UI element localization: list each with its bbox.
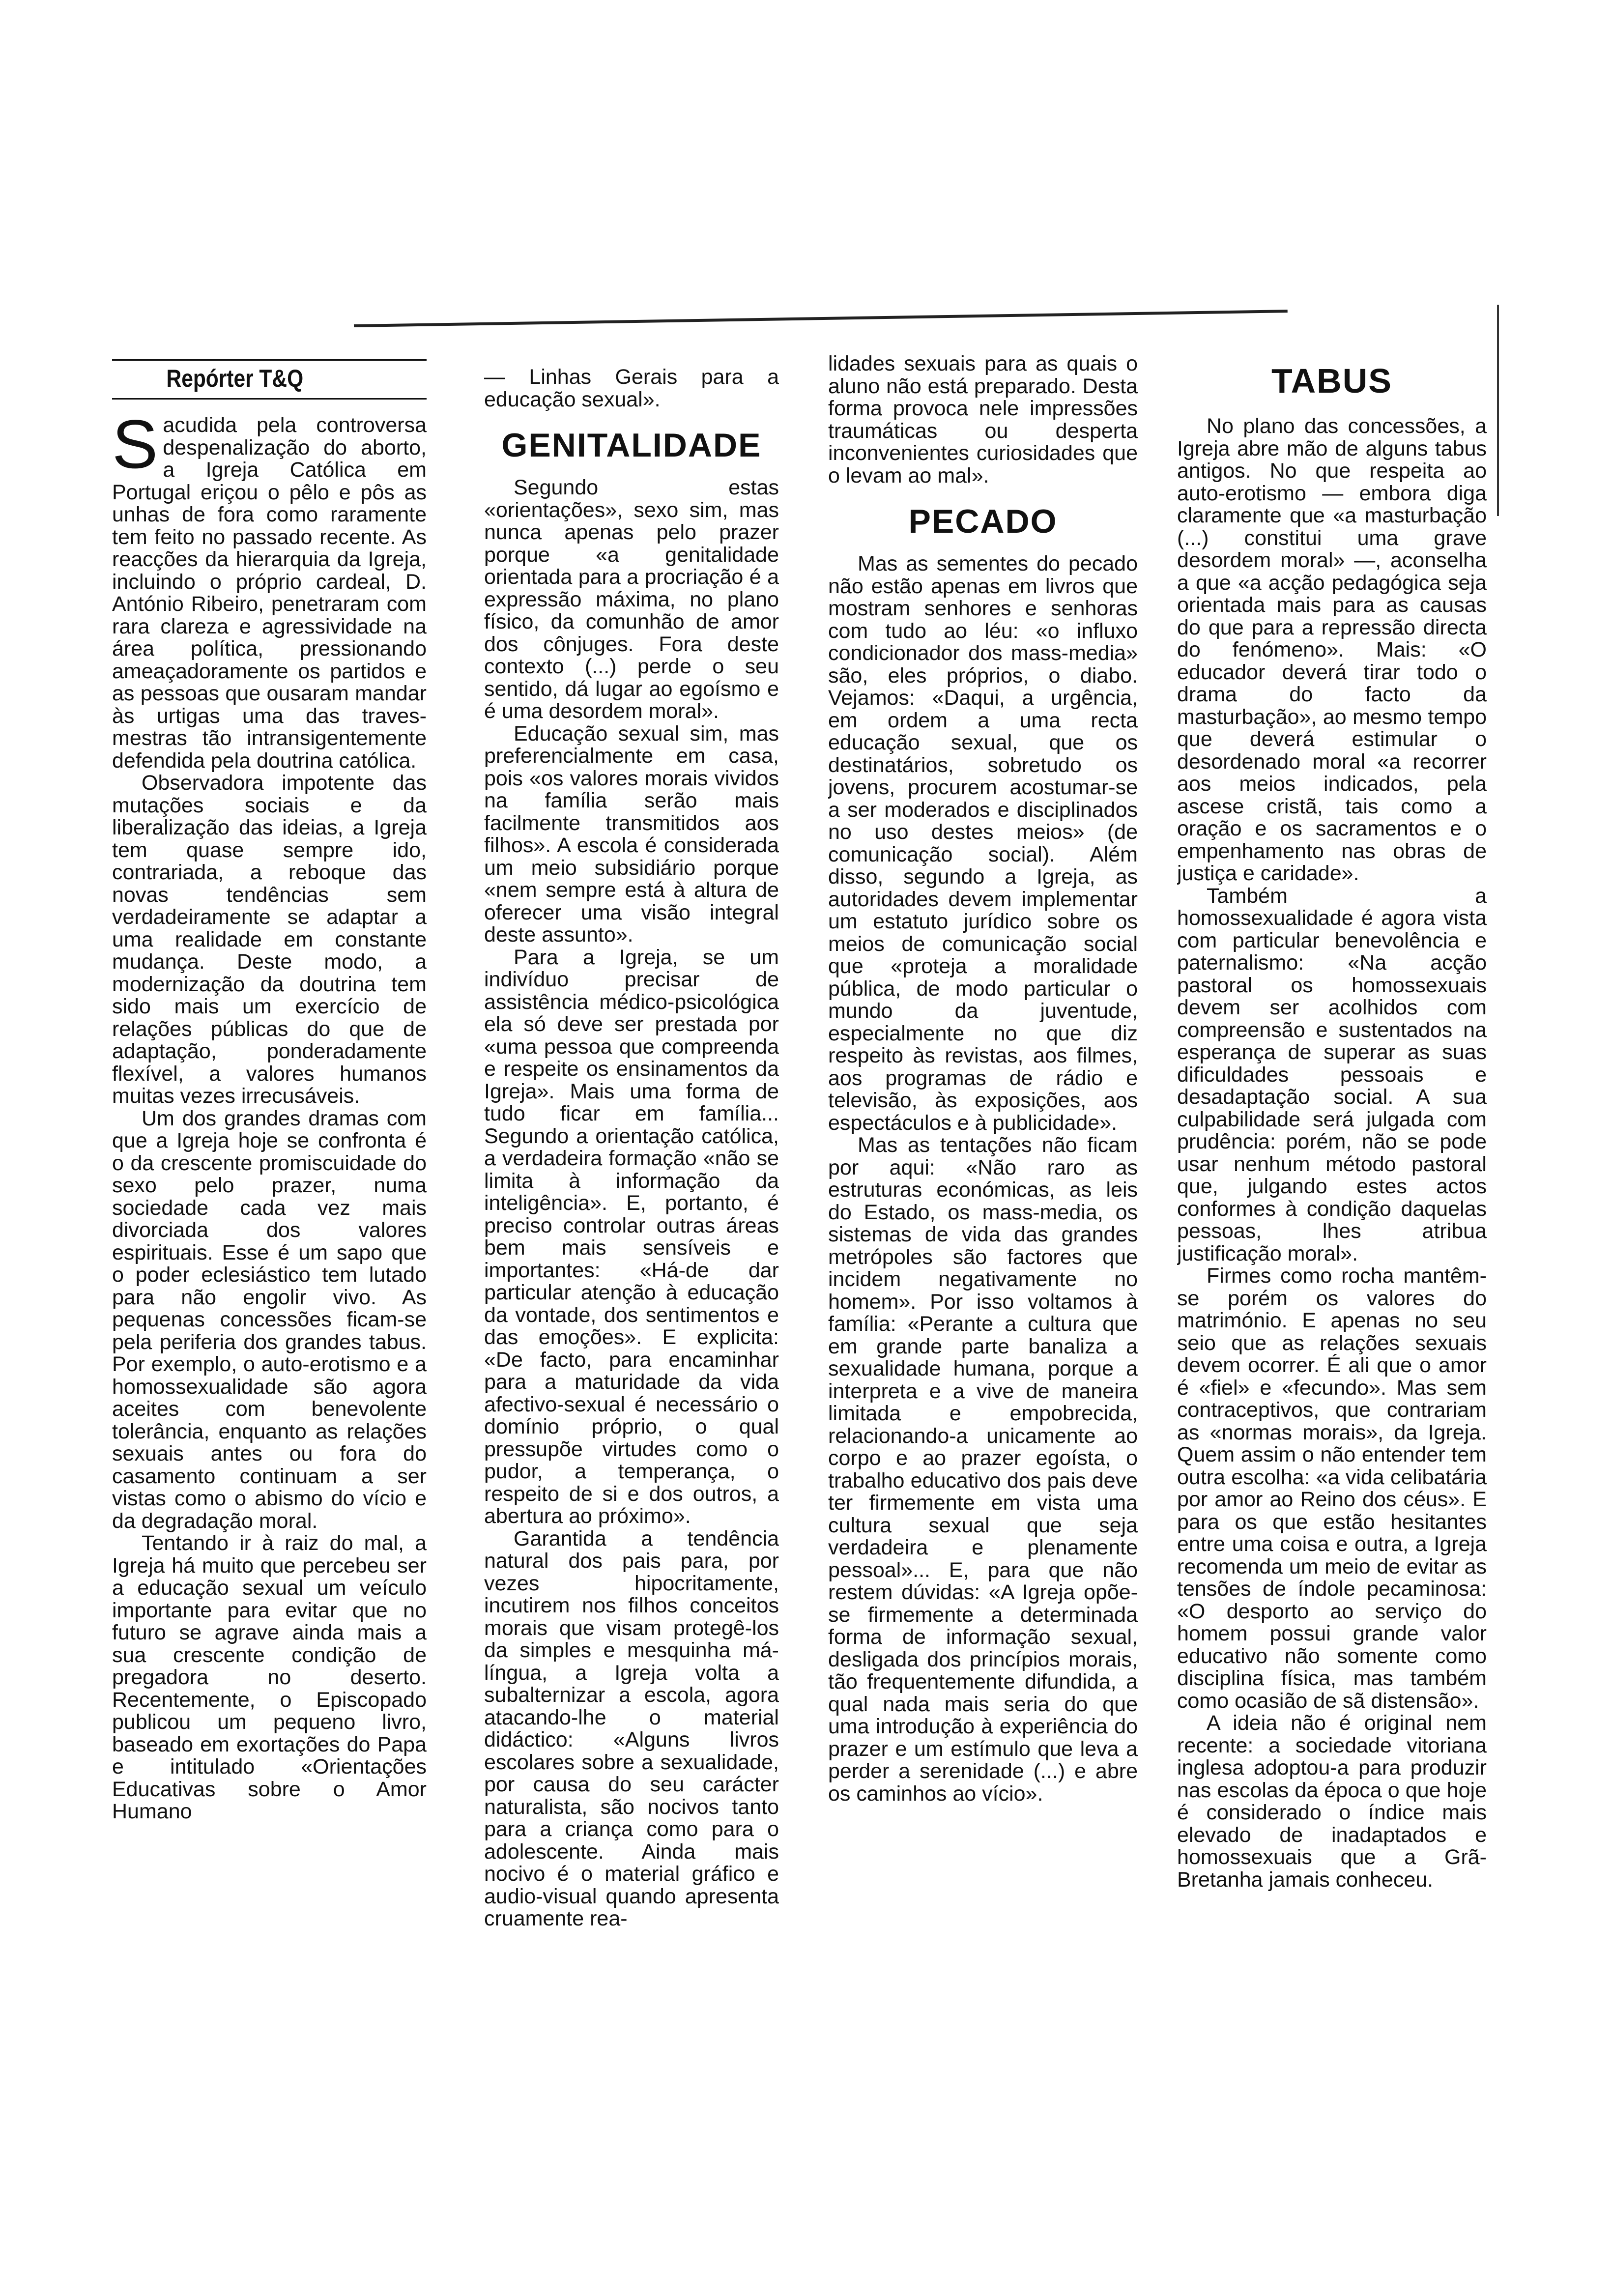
top-rule bbox=[354, 310, 1288, 327]
paragraph: Firmes como rocha mantêm-se porém os valores do matrimónio. E apenas no seu seio que as relações sexuais devem ocorrer. É ali que o amor é «fiel» e «fecundo». Mas sem contraceptivos, que contrariam as «normas morais», da Igreja. Quem assim o não entender tem outra escolha: «a vida celibatária por amor ao Reino dos céus». E para os que estão hesitantes entre uma coisa e outra, a Igreja recomenda um meio de evitar as tensões de índole pecaminosa: «O desporto ao serviço do homem possui grande valor educativo não somente como disciplina física, mas também como ocasião de sã distensão». bbox=[1177, 1264, 1487, 1713]
byline-box bbox=[112, 359, 427, 400]
paragraph: No plano das concessões, a Igreja abre mão de alguns tabus antigos. No que respeita ao auto-erotismo — embora diga claramente que «a masturbação (...) constitui uma grave desordem moral» —, aconselha a que «a acção pedagógica seja orientada mais para as causas do que para a repressão directa do fenómeno». Mais: «O educador deverá tirar todo o drama do facto da masturbação», ao mesmo tempo que deverá estimular o desordenado moral «a recorrer aos meios indicados, pela ascese cristã, tais como a oração e os sacramentos e o empenhamento nas obras de justiça e caridade». bbox=[1177, 414, 1487, 885]
section-heading-tabus: TABUS bbox=[1271, 362, 1392, 400]
paragraph: Mas as sementes do pecado não estão apenas em livros que mostram senhores e senhoras com tudo ao léu: «o influxo condicionador dos mass-media» são, eles próprios, o diabo. Vejamos: «Daqui, a urgência, em ordem a uma recta educação sexual, que os destinatários, sobretudo os jovens, procurem acostumar-se a ser moderados e disciplinados no uso destes meios» (de comunicação social). Além disso, segundo a Igreja, as autoridades devem implementar um estatuto jurídico sobre os meios de comunicação social que «proteja a moralidade pública, de modo particular o mundo da juventude, especialmente no que diz respeito às revistas, aos filmes, aos programas de rádio e televisão, às exposições, aos espectáculos e à publicidade». bbox=[828, 552, 1138, 1135]
column-2 bbox=[484, 366, 779, 2071]
paragraph: Um dos grandes dramas com que a Igreja hoje se confronta é o da crescente promiscuidade do sexo pelo prazer, numa sociedade cada vez mais divorciada dos valores espirituais. Esse é um sapo que o poder eclesiástico tem lutado para não engolir vivo. As pequenas concessões ficam-se pela periferia dos grandes tabus. Por exemplo, o auto-erotismo e a homossexualidade são agora aceites com benevolente tolerância, enquanto as relações sexuais antes ou fora do casamento continuam a ser vistas como o abismo do vício e da degradação moral. bbox=[112, 1106, 427, 1533]
column-3 bbox=[828, 353, 1138, 2063]
column-4 bbox=[1177, 361, 1487, 2042]
paragraph: Tentando ir à raiz do mal, a Igreja há muito que percebeu ser a educação sexual um veículo importante para evitar que no futuro se agrave ainda mais a sua crescente condição de pregadora no deserto. Recentemente, o Episcopado publicou um pequeno livro, baseado em exortações do Papa e intitulado «Orientações Educativas sobre o Amor Humano bbox=[112, 1531, 427, 1823]
section-heading-pecado: PECADO bbox=[908, 503, 1058, 540]
paragraph: A ideia não é original nem recente: a sociedade vitoriana inglesa adoptou-a para produzir nas escolas da época o que hoje é considerado o índice mais elevado de inadaptados e homossexuais que a Grã-Bretanha jamais conheceu. bbox=[1177, 1711, 1487, 1892]
section-heading-genitalidade: GENITALIDADE bbox=[501, 427, 762, 464]
paragraph: lidades sexuais para as quais o aluno não está preparado. Desta forma provoca nele impressões traumáticas ou desperta inconvenientes curiosidades que o levam ao mal». bbox=[828, 353, 1138, 488]
paragraph: — Linhas Gerais para a educação sexual». bbox=[484, 366, 779, 411]
paragraph: Mas as tentações não ficam por aqui: «Não raro as estruturas económicas, as leis do Estado, os mass-media, os sistemas de vida das grandes metrópoles são factores que incidem negativamente no homem». Por isso voltamos à família: «Perante a cultura que em grande parte banaliza a sexualidade humana, porque a interpreta e a vive de maneira limitada e empobrecida, relacionando-a unicamente ao corpo e ao prazer egoísta, o trabalho educativo dos pais deve ter firmemente em vista uma cultura sexual que seja verdadeira e plenamente pessoal»... E, para que não restem dúvidas: «A Igreja opõe-se firmemente a determinada forma de informação sexual, desligada dos princípios morais, tão frequentemente difundida, a qual nada mais seria do que uma introdução à experiência do prazer e um estímulo que leva a perder a serenidade (...) e abre os caminhos ao vício». bbox=[828, 1133, 1138, 1806]
paragraph: Educação sexual sim, mas preferencialmente em casa, pois «os valores morais vividos na família serão mais facilmente transmitidos aos filhos». A escola é considerada um meio subsidiário porque «nem sempre está à altura de oferecer uma visão integral deste assunto». bbox=[484, 721, 779, 947]
paragraph: acudida pela controversa despenalização do aborto, a Igreja Católica em Portugal eriçou o pêlo e pôs as unhas de fora como raramente tem feito no passado recente. As reacções da hierarquia da Igreja, incluindo o próprio cardeal, D. António Ribeiro, penetraram com rara clareza e agressividade na área política, pressionando ameaçadoramente os partidos e as pessoas que ousaram mandar às urtigas uma das traves-mestras tão intransigentemente defendida pela doutrina católica. bbox=[112, 413, 427, 773]
byline: Repórter T&Q bbox=[166, 365, 304, 392]
paragraph: Para a Igreja, se um indivíduo precisar de assistência médico-psicológica ela só deve ser prestada por «uma pessoa que compreenda e respeite os ensinamentos da Igreja». Mais uma forma de tudo ficar em família... Segundo a orientação católica, a verdadeira formação «não se limita à informação da inteligência». E, portanto, é preciso controlar outras áreas bem mais sensíveis e importantes: «Há-de dar particular atenção à educação da vontade, dos sentimentos e das emoções». E explicita: «De facto, para encaminhar para a maturidade da vida afectivo-sexual é necessário o domínio próprio, o qual pressupõe virtudes como o pudor, a temperança, o respeito de si e dos outros, a abertura ao próximo». bbox=[484, 945, 779, 1528]
right-column-rule bbox=[1497, 305, 1499, 516]
paragraph: Garantida a tendência natural dos pais para, por vezes hipocritamente, incutirem nos filhos conceitos morais que visam protegê-los da simples e mesquinha má-língua, a Igreja volta a subalternizar a escola, agora atacando-lhe o material didáctico: «Alguns livros escolares sobre a sexualidade, por causa do seu carácter naturalista, são nocivos tanto para a criança como para o adolescente. Ainda mais nocivo é o material gráfico e audio-visual quando apresenta cruamente rea- bbox=[484, 1526, 779, 1930]
paragraph: Também a homossexualidade é agora vista com particular benevolência e paternalismo: «Na acção pastoral os homossexuais devem ser acolhidos com compreensão e sustentados na esperança de superar as suas dificuldades pessoais e desadaptação social. A sua culpabilidade será julgada com prudência: porém, não se pode usar nenhum método pastoral que, julgando estes actos conformes à condição daquelas pessoas, lhes atribua justificação moral». bbox=[1177, 884, 1487, 1265]
column-1 bbox=[112, 344, 427, 2113]
paragraph: Observadora impotente das mutações sociais e da liberalização das ideias, a Igreja tem quase sempre ido, contrariada, a reboque das novas tendências sem verdadeiramente se adaptar a uma realidade em constante mudança. Deste modo, a modernização da doutrina tem sido mais um exercício de relações públicas do que de adaptação, ponderadamente flexível, a valores humanos muitas vezes irrecusáveis. bbox=[112, 771, 427, 1108]
paragraph: Segundo estas «orientações», sexo sim, mas nunca apenas pelo prazer porque «a genitalidade orientada para a procriação é a expressão máxima, no plano físico, da comunhão de amor dos cônjuges. Fora deste contexto (...) perde o seu sentido, dá lugar ao egoísmo e é uma desordem moral». bbox=[484, 476, 779, 723]
drop-cap: S bbox=[112, 405, 158, 483]
